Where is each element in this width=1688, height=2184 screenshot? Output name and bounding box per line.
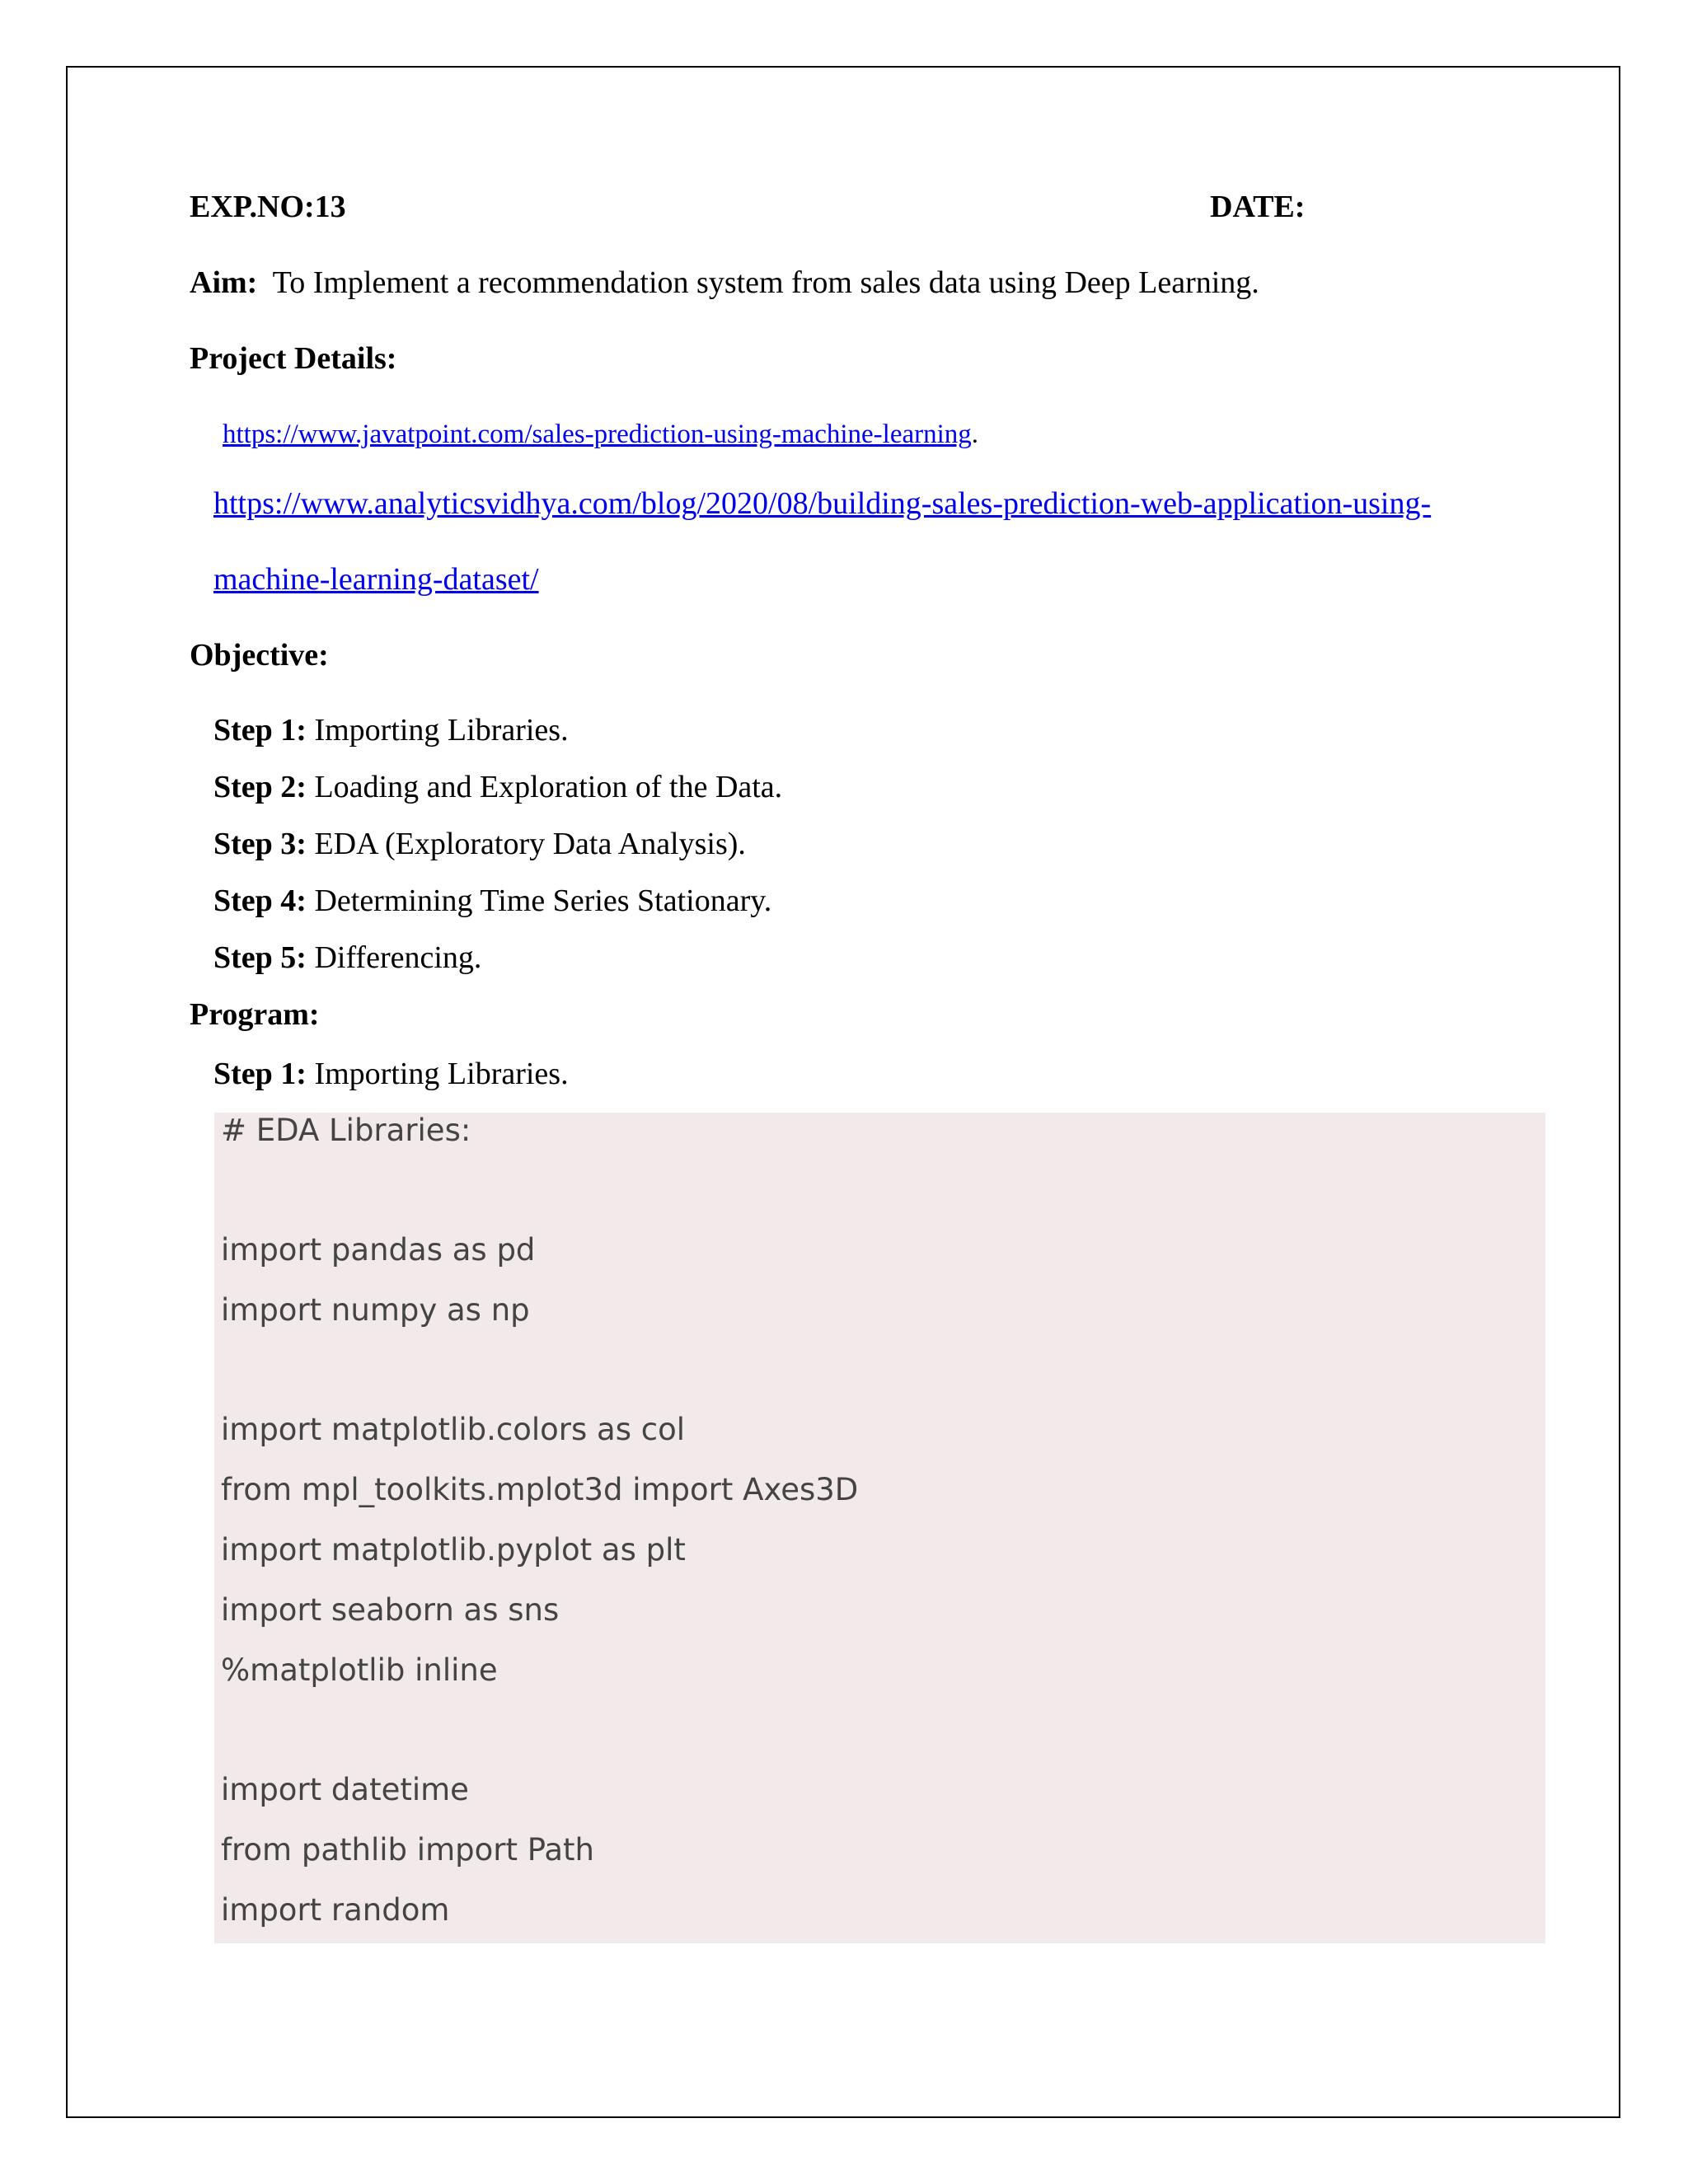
code-line-import-pyplot: import matplotlib.pyplot as plt [221, 1532, 686, 1568]
aim-line [190, 264, 1259, 302]
link-1-period: . [971, 419, 979, 449]
step-text: Differencing. [314, 940, 482, 975]
project-link-2-line-2 [213, 560, 539, 598]
experiment-number: EXP.NO:13 [190, 190, 346, 224]
step-text: Importing Libraries. [314, 1057, 569, 1091]
objective-step-3 [213, 825, 746, 863]
project-link-1-line [223, 418, 978, 451]
code-block [214, 1113, 1545, 1943]
code-line-import-random: import random [221, 1892, 450, 1928]
date-label: DATE: [1210, 190, 1306, 224]
code-line-import-path: from pathlib import Path [221, 1832, 594, 1868]
step-label: Step 3: [213, 827, 307, 861]
step-label: Step 4: [213, 883, 307, 918]
step-text: Importing Libraries. [314, 713, 569, 748]
project-link-2-line-1 [213, 485, 1431, 523]
step-label: Step 5: [213, 940, 307, 975]
program-step-1 [213, 1055, 569, 1093]
step-text: EDA (Exploratory Data Analysis). [314, 827, 746, 861]
objective-heading: Objective: [190, 638, 329, 673]
code-line-import-seaborn: import seaborn as sns [221, 1592, 560, 1628]
step-label: Step 1: [213, 713, 307, 748]
project-details-heading: Project Details: [190, 341, 397, 376]
code-line-import-datetime: import datetime [221, 1772, 469, 1807]
code-line-import-numpy: import numpy as np [221, 1292, 530, 1328]
code-line-matplotlib-inline: %matplotlib inline [221, 1652, 498, 1688]
analyticsvidhya-link-part-2[interactable]: machine-learning-dataset/ [213, 562, 539, 597]
code-line-import-colors: import matplotlib.colors as col [221, 1412, 685, 1447]
javatpoint-link[interactable]: https://www.javatpoint.com/sales-prediction-using-machine-learning [223, 419, 972, 449]
step-label: Step 1: [213, 1057, 307, 1091]
code-comment: # EDA Libraries: [221, 1113, 471, 1148]
program-heading: Program: [190, 997, 320, 1032]
code-line-import-pandas: import pandas as pd [221, 1232, 536, 1268]
objective-step-4 [213, 882, 771, 920]
objective-step-5 [213, 939, 481, 977]
objective-step-1 [213, 711, 569, 749]
step-label: Step 2: [213, 770, 307, 804]
step-text: Loading and Exploration of the Data. [314, 770, 783, 804]
aim-label: Aim: [190, 265, 258, 300]
analyticsvidhya-link-part-1[interactable]: https://www.analyticsvidhya.com/blog/2020/08/building-sales-prediction-web-application-using- [213, 486, 1432, 521]
step-text: Determining Time Series Stationary. [314, 883, 772, 918]
code-line-import-axes3d: from mpl_toolkits.mplot3d import Axes3D [221, 1472, 859, 1507]
objective-step-2 [213, 768, 782, 806]
aim-text: To Implement a recommendation system from sales data using Deep Learning. [272, 265, 1259, 300]
